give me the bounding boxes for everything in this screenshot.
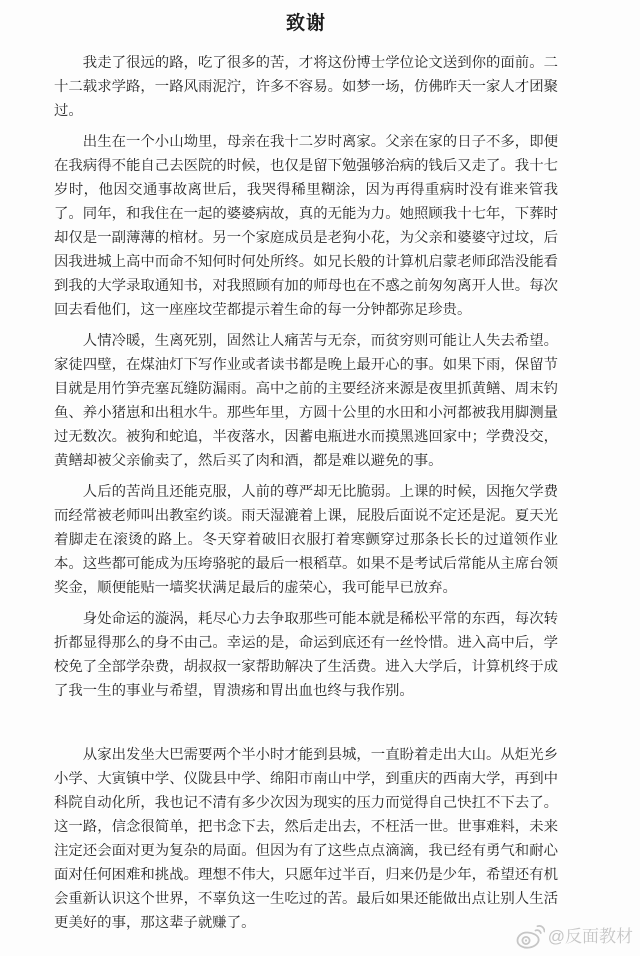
watermark-text: @反面教材 bbox=[547, 927, 633, 946]
weibo-icon bbox=[515, 924, 545, 950]
paragraph-2: 出生在一个小山坳里，母亲在我十二岁时离家。父亲在家的日子不多，即便在我病得不能自己去医院的时候，也仅是留下勉强够治病的钱后又走了。我十七岁时，他因交通事故离世后，我哭得稀里糊涂，因为再得重病时没有谁来管我了。同年，和我住在一起的婆婆病故，真的无能为力。她照顾我十七年，下葬时却仅是一副薄薄的棺材。另一个家庭成员是老狗小花，为父亲和婆婆守过坟，后因我进城上高中而命不知何时何处所终。如兄长般的计算机启蒙老师邱浩没能看到我的大学录取通知书，对我照顾有加的师母也在不惑之前匆匆离开人世。每次回去看他们，这一座座坟茔都提示着生命的每一分钟都弥足珍贵。 bbox=[54, 134, 558, 318]
paragraph-4: 人后的苦尚且还能克服，人前的尊严却无比脆弱。上课的时候，因拖欠学费而经常被老师叫出教室约谈。雨天湿漉着上课，屁股后面说不定还是泥。夏天光着脚走在滚烫的路上。冬天穿着破旧衣服打着寒颤穿过那条长长的过道领作业本。这些都可能成为压垮骆驼的最后一根稻草。如果不是考试后常能从主席台领奖金，顺便能贴一墙奖状满足最后的虚荣心，我可能早已放弃。 bbox=[54, 484, 558, 596]
paragraph-6: 从家出发坐大巴需要两个半小时才能到县城，一直盼着走出大山。从炬光乡小学、大寅镇中学、仪陇县中学、绵阳市南山中学，到重庆的西南大学，再到中科院自动化所，我也记不清有多少次因为现实的压力而觉得自己快扛不下去了。这一路，信念很简单，把书念下去，然后走出去，不枉活一世。世事难料，未来注定还会面对更为复杂的局面。但因为有了这些点点滴滴，我已经有勇气和耐心面对任何困难和挑战。理想不伟大，只愿年过半百，归来仍是少年，希望还有机会重新认识这个世界，不辜负这一生吃过的苦。最后如果还能做出点让别人生活更美好的事，那这辈子就赚了。 bbox=[54, 747, 558, 931]
page-title: 致谢 bbox=[285, 13, 326, 34]
paragraph-3: 人情冷暖，生离死别，固然让人痛苦与无奈，而贫穷则可能让人失去希望。家徒四壁，在煤油灯下写作业或者读书都是晚上最开心的事。如果下雨，保留节目就是用竹笋壳塞瓦缝防漏雨。高中之前的主要经济来源是夜里抓黄鳝、周末钓鱼、养小猪崽和出租水牛。那些年里，方圆十公里的水田和小河都被我用脚测量过无数次。被狗和蛇追，半夜落水，因蓄电瓶进水而摸黑逃回家中；学费没交，黄鳝却被父亲偷卖了，然后买了肉和酒，都是难以避免的事。 bbox=[54, 333, 558, 469]
paragraph-5: 身处命运的漩涡，耗尽心力去争取那些可能本就是稀松平常的东西，每次转折都显得那么的身不由己。幸运的是，命运到底还有一丝怜惜。进入高中后，学校免了全部学杂费，胡叔叔一家帮助解决了生活费。进入大学后，计算机终于成了我一生的事业与希望，胃溃疡和胃出血也终与我作别。 bbox=[54, 611, 558, 699]
watermark bbox=[515, 924, 633, 950]
paragraph-1: 我走了很远的路，吃了很多的苦，才将这份博士学位论文送到你的面前。二十二载求学路，一路风雨泥泞，许多不容易。如梦一场，仿佛昨天一家人才团聚过。 bbox=[54, 55, 558, 119]
